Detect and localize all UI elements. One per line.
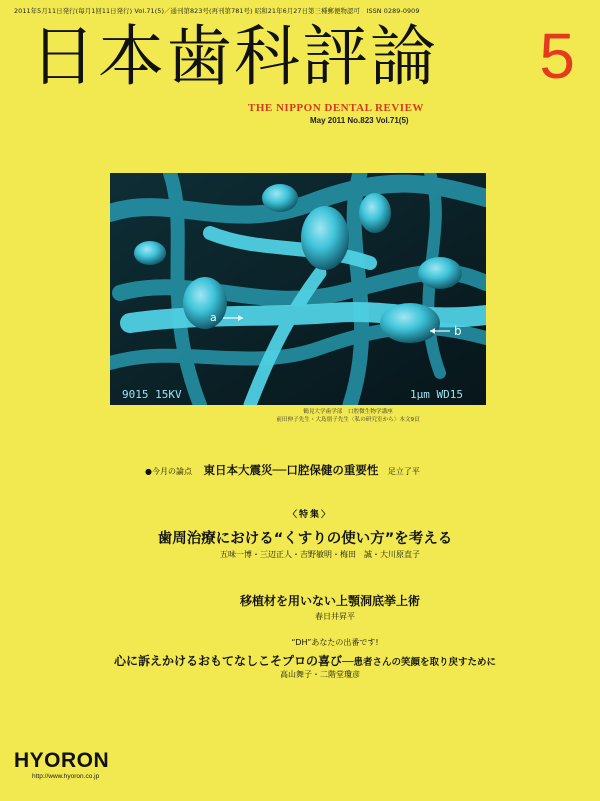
special-feature-authors: 五味一博・三辺正人・吉野敏明・梅田 誠・大川原直子 [220,550,420,559]
topic-author: 足立了平 [387,467,420,476]
label-a: a [210,311,217,324]
article-2-title: 移植材を用いない上顎洞底挙上術 [239,594,420,608]
topic-highlight [145,462,545,478]
micrograph-image [110,173,486,405]
publication-info: 2011年5月11日発行(毎月1回11日発行) Vol.71(5)／通刊第823号(再刊第781号) 昭和21年6月27日第三種郵便物認可 ISSN 0289-0909 [14,7,420,15]
magazine-title: 日本歯科評論 [30,18,438,95]
label-b: b [454,324,462,338]
micrograph-info-right: 1μm WD15 [410,388,463,401]
cover-micrograph [110,173,486,405]
publisher-logo: HYORON [14,749,110,772]
topic-title: 東日本大震災──口腔保健の重要性 [203,463,379,477]
issue-number: 5 [539,20,575,92]
special-feature-heading: 〈特集〉 [287,510,332,520]
issue-info: May 2011 No.823 Vol.71(5) [310,116,409,125]
caption-line-2: 前田伸子先生・大島朋子先生〈私の研究室から〉本文9頁 [276,416,420,423]
publisher-url: http://www.hyoron.co.jp [32,773,100,780]
article-3-title [0,650,600,669]
special-feature-title: 歯周治療における“くすりの使い方”を考える [157,531,453,547]
caption-line-1: 鶴見大学歯学部 口腔微生物学講座 [303,409,393,415]
masthead [30,18,575,96]
article-2-author: 春日井昇平 [315,612,355,621]
article-3-kicker: “DH”あなたの出番です! [291,638,379,647]
english-title: THE NIPPON DENTAL REVIEW [248,102,424,114]
topic-label: ●今月の論点 [145,467,192,476]
article-3-authors: 高山舞子・二階堂瓊彦 [280,670,360,679]
photo-caption [213,409,483,424]
article-3-title-sub: ──患者さんの笑顔を取り戻すために [342,657,496,668]
article-3-title-main: 心に訴えかけるおもてなしこそプロの喜び [114,654,343,668]
micrograph-info-left: 9015 15KV [122,388,182,401]
